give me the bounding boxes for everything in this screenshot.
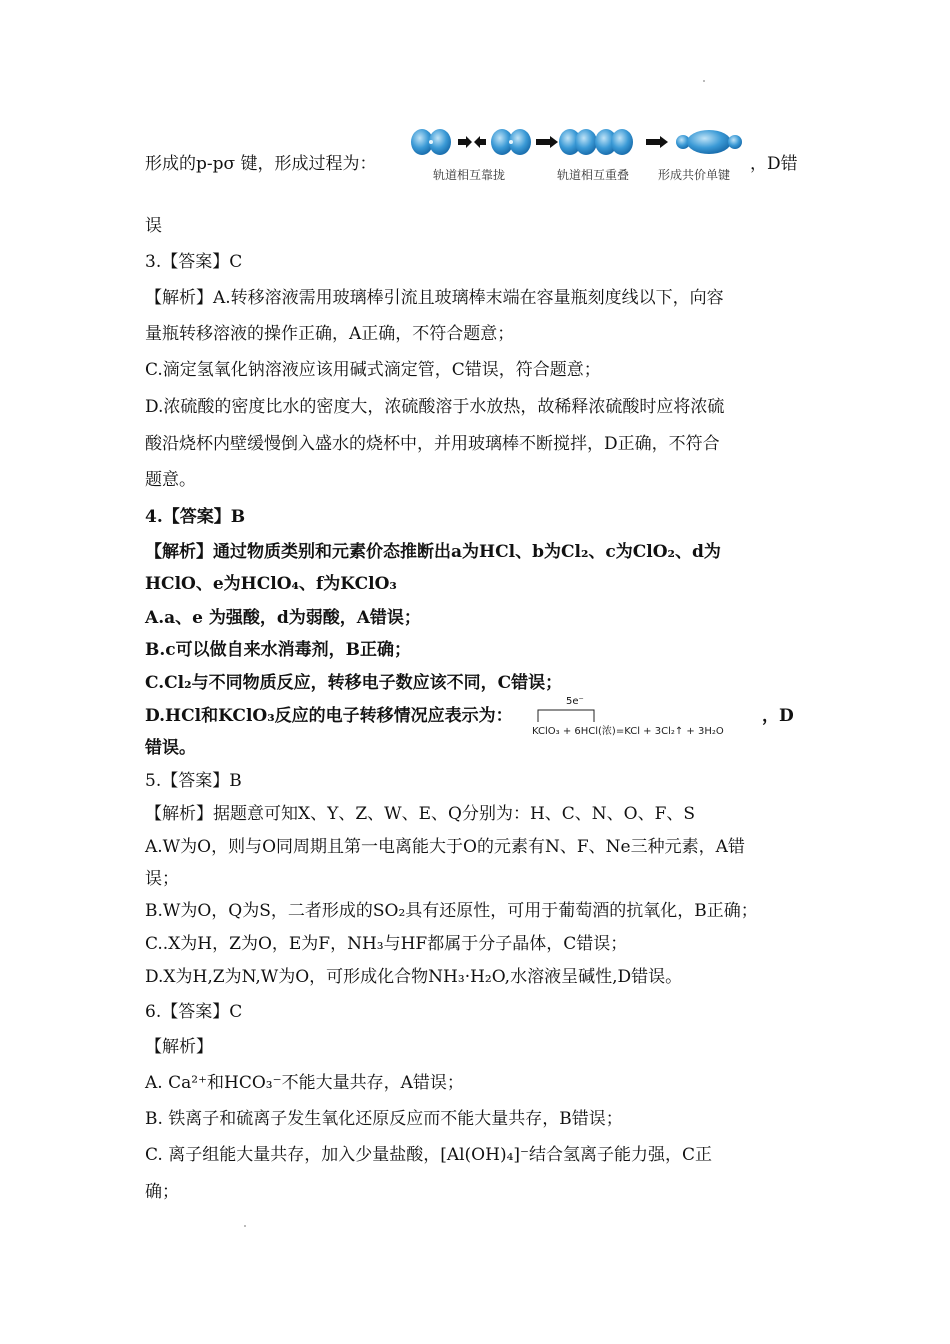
q5-line-1: 【解析】据题意可知X、Y、Z、W、E、Q分别为：H、C、N、O、F、S (145, 804, 696, 824)
orbital-stage-approach (411, 129, 451, 155)
q3-line-3: C.滴定氢氧化钠溶液应该用碱式滴定管，C错误，符合题意； (145, 360, 601, 380)
q3-line-4: D.浓硫酸的密度比水的密度大，浓硫酸溶于水放热，故稀释浓硫酸时应将浓硫 (145, 397, 725, 417)
q6-line-5: 确； (145, 1182, 179, 1202)
intro-suffix: ，D错 (750, 154, 798, 174)
caption-bond: 形成共价单键 (658, 168, 731, 182)
q3-line-2: 量瓶转移溶液的操作正确，A正确，不符合题意； (145, 324, 515, 344)
q3-line-5: 酸沿烧杯内壁缓慢倒入盛水的烧杯中，并用玻璃棒不断搅拌，D正确，不符合 (145, 434, 720, 454)
q4-line-5: C.Cl₂与不同物质反应，转移电子数应该不同，C错误； (145, 673, 563, 693)
q5-line-5: C..X为H，Z为O，E为F，NH₃与HF都属于分子晶体，C错误； (145, 934, 628, 954)
q4-line-2: HClO、e为HClO₄、f为KClO₃ (145, 574, 397, 594)
electron-count-label: 5e⁻ (566, 696, 584, 707)
q5-line-3: 误； (145, 869, 179, 889)
reaction-equation: KClO₃ + 6HCl(浓)=KCl + 3Cl₂↑ + 3H₂O (532, 726, 724, 737)
electron-transfer-equation (530, 696, 750, 742)
q3-answer: 3.【答案】C (145, 252, 243, 272)
q4-line-7: 错误。 (145, 738, 196, 758)
q5-line-2: A.W为O，则与O同周期且第一电离能大于O的元素有N、F、Ne三种元素，A错 (145, 837, 745, 857)
caption-approach: 轨道相互靠拢 (433, 168, 506, 182)
q6-line-3: B. 铁离子和硫离子发生氧化还原反应而不能大量共存，B错误； (145, 1109, 623, 1129)
q6-line-4: C. 离子组能大量共存，加入少量盐酸，[Al(OH)₄]⁻结合氢离子能力强，C正 (145, 1145, 713, 1165)
arrow-right-icon-2 (646, 136, 668, 148)
arrow-icon (458, 136, 486, 148)
q4-line-6: D.HCl和KClO₃反应的电子转移情况应表示为： (145, 706, 513, 726)
orbital-overlap-diagram (410, 124, 750, 188)
q4-line-1: 【解析】通过物质类别和元素价态推断出a为HCl、b为Cl₂、c为ClO₂、d为 (145, 542, 721, 562)
q5-line-4: B.W为O，Q为S，二者形成的SO₂具有还原性，可用于葡萄酒的抗氧化，B正确； (145, 901, 758, 921)
speck-mark-2 (244, 1225, 246, 1227)
q6-line-1: 【解析】 (145, 1037, 213, 1057)
speck-mark (703, 80, 705, 82)
q4-line-6-end: ，D (762, 706, 794, 726)
q3-line-1: 【解析】A.转移溶液需用玻璃棒引流且玻璃棒末端在容量瓶刻度线以下，向容 (145, 288, 724, 308)
arrow-right-icon (536, 136, 558, 148)
intro-cont: 误 (145, 216, 162, 236)
q4-line-3: A.a、e 为强酸，d为弱酸，A错误； (145, 608, 421, 628)
q3-line-6: 题意。 (145, 470, 196, 490)
q4-answer: 4.【答案】B (145, 507, 246, 527)
q4-line-4: B.c可以做自来水消毒剂，B正确； (145, 640, 412, 660)
q5-line-6: D.X为H,Z为N,W为O，可形成化合物NH₃·H₂O,水溶液呈碱性,D错误。 (145, 967, 683, 987)
q6-line-2: A. Ca²⁺和HCO₃⁻不能大量共存，A错误； (145, 1073, 464, 1093)
q6-answer: 6.【答案】C (145, 1002, 243, 1022)
intro-prefix: 形成的p-pσ 键，形成过程为： (145, 154, 377, 174)
orbital-stage-overlap (559, 129, 633, 155)
covalent-bond-orbital (676, 130, 742, 154)
caption-overlap: 轨道相互重叠 (557, 168, 630, 182)
q5-answer: 5.【答案】B (145, 771, 242, 791)
orbital-stage-close (491, 129, 531, 155)
